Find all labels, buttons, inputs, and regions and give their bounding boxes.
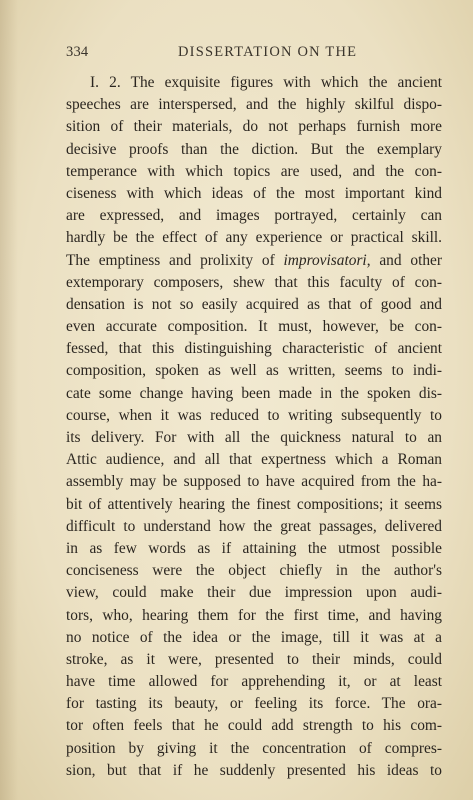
text-line: fessed, that this distinguishing characteristic of ancient xyxy=(66,340,442,358)
text-line: bit of attentively hearing the finest compositions; it seems xyxy=(66,495,442,513)
text-line: no notice of the idea or the image, till it was at a xyxy=(66,628,442,646)
text-line: stroke, as it were, presented to their minds, could xyxy=(66,650,442,668)
text-line: I. 2. The exquisite figures with which the ancient xyxy=(90,74,442,91)
text-line: for tasting its beauty, or feeling its force. The ora- xyxy=(66,695,442,713)
text-line: densation is not so easily acquired as that of good and xyxy=(66,295,442,313)
text-line: decisive proofs than the diction. But the exemplary xyxy=(66,140,442,158)
text-line: sion, but that if he suddenly presented his ideas to xyxy=(66,761,442,779)
text-line: Attic audience, and all that expertness which a Roman xyxy=(66,451,442,469)
text-line-italic-phrase xyxy=(66,250,442,272)
running-head xyxy=(66,44,433,64)
text-line: are expressed, and images portrayed, certainly can xyxy=(66,207,442,225)
text-line: view, could make their due impression upon audi- xyxy=(66,584,442,602)
text-segment: , and other xyxy=(366,251,442,269)
running-title: DISSERTATION ON THE xyxy=(178,44,358,60)
text-line: tor often feels that he could add strength to his com- xyxy=(66,717,442,735)
text-line: tors, who, hearing them for the first time, and having xyxy=(66,606,442,624)
text-line: extemporary composers, shew that this faculty of con- xyxy=(66,273,442,291)
text-line: hardly be the effect of any experience or practical skill. xyxy=(66,229,442,247)
page-number: 334 xyxy=(66,44,89,60)
text-line: position by giving it the concentration of compres- xyxy=(66,739,442,757)
text-line: have time allowed for apprehending it, or at least xyxy=(66,673,442,691)
text-line: its delivery. For with all the quickness natural to an xyxy=(66,429,442,446)
text-line: composition, spoken as well as written, seems to indi- xyxy=(66,362,442,380)
text-line: conciseness were the object chiefly in the author's xyxy=(66,562,442,580)
text-line: in as few words as if attaining the utmost possible xyxy=(66,539,442,557)
text-line: sition of their materials, do not perhaps furnish more xyxy=(66,118,442,136)
italic-word: improvisatori xyxy=(283,251,367,269)
text-line: cate some change having been made in the spoken dis- xyxy=(66,384,442,402)
text-line: speeches are interspersed, and the highly skilful dispo- xyxy=(66,96,442,114)
text-line: course, when it was reduced to writing subsequently to xyxy=(66,406,442,424)
text-line: assembly may be supposed to have acquired from the ha- xyxy=(66,473,442,491)
body-text xyxy=(66,72,442,782)
text-segment: The emptiness and prolixity of xyxy=(66,251,284,269)
text-line: temperance with which topics are used, and the con- xyxy=(66,162,442,180)
text-line: even accurate composition. It must, however, be con- xyxy=(66,318,442,336)
text-line: difficult to understand how the great passages, delivered xyxy=(66,517,442,535)
text-line: ciseness with which ideas of the most important kind xyxy=(66,184,442,202)
